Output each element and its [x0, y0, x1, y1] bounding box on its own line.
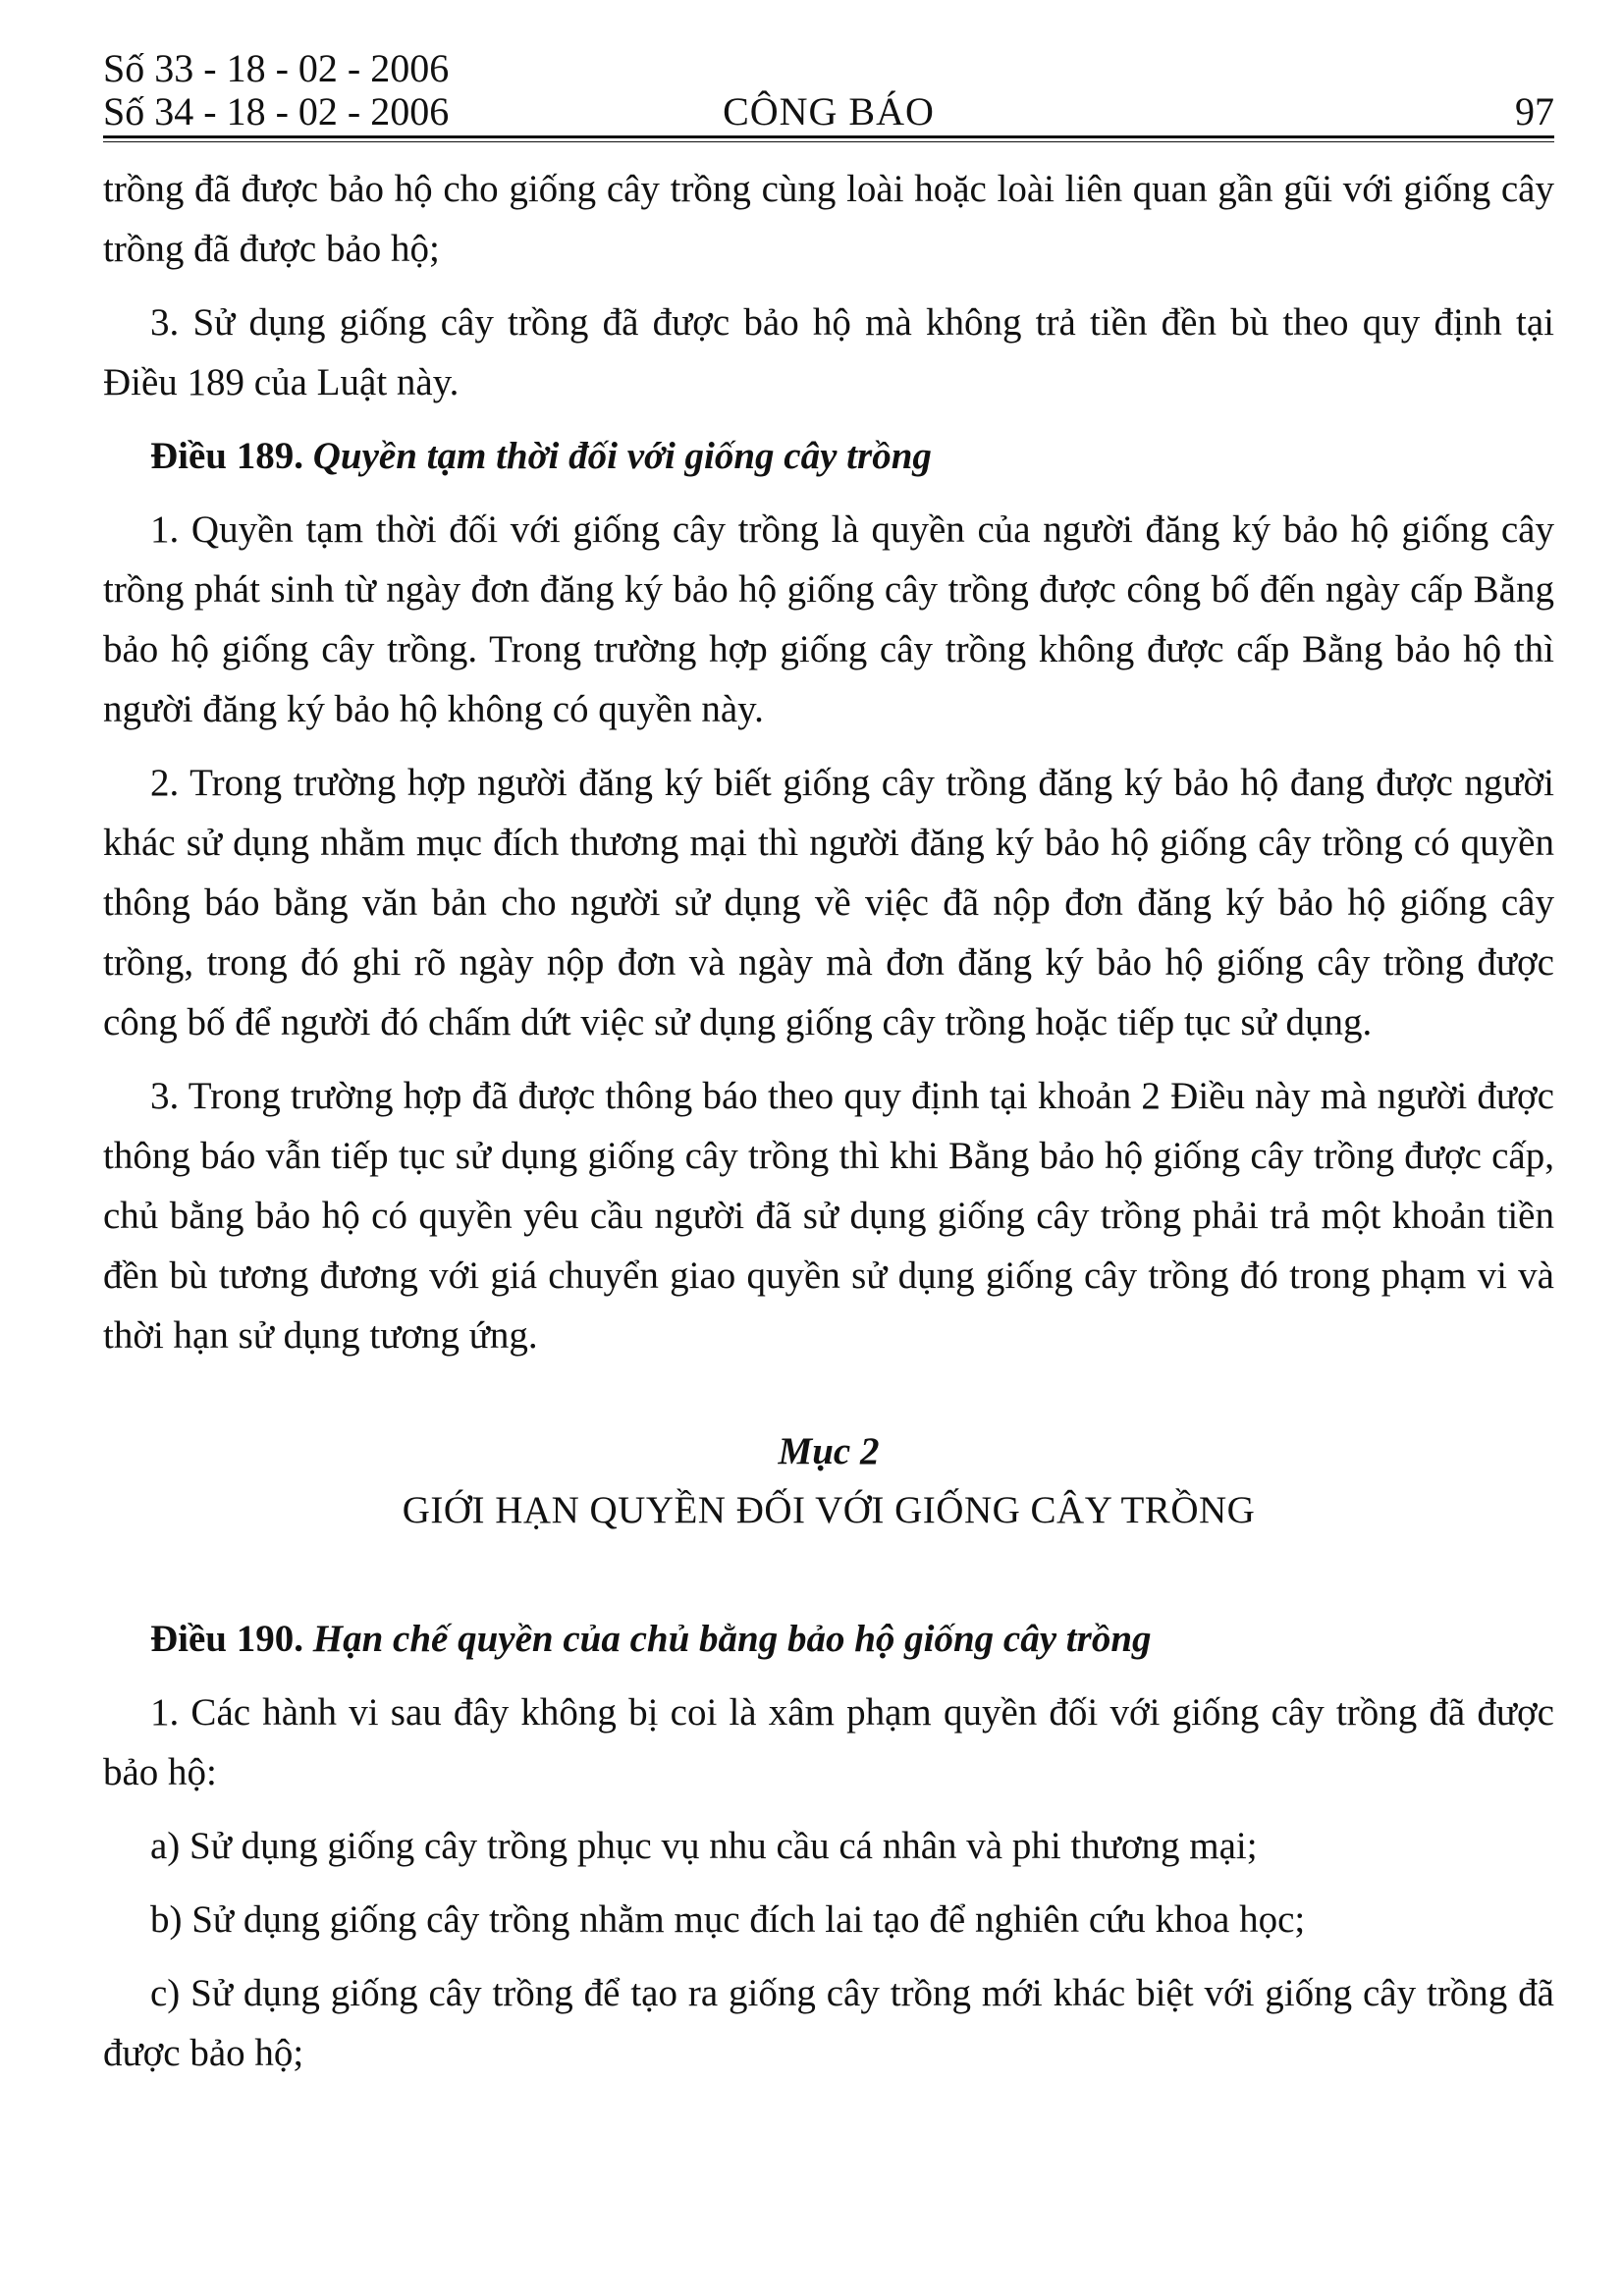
article-189-clause-2: 2. Trong trường hợp người đăng ký biết giống cây trồng đăng ký bảo hộ đang được người khác sử dụng nhằm mục đích thương mại thì người đăng ký bảo hộ giống cây trồng có quyền thông báo bằng văn bản cho người sử dụng về việc đã nộp đơn đăng ký bảo hộ giống cây trồng, trong đó ghi rõ ngày nộp đơn và ngày mà đơn đăng ký bảo hộ giống cây trồng được công bố để người đó chấm dứt việc sử dụng giống cây trồng hoặc tiếp tục sử dụng. [103, 762, 1554, 1043]
issue-line-2: Số 34 - 18 - 02 - 2006 [103, 89, 450, 133]
page-header [103, 39, 1554, 137]
issue-line-1: Số 33 - 18 - 02 - 2006 [103, 46, 450, 90]
article-title: Quyền tạm thời đối với giống cây trồng [312, 435, 932, 477]
section-heading [103, 1422, 1554, 1540]
article-190-heading [103, 1609, 1554, 1669]
article-190-clause-1: 1. Các hành vi sau đây không bị coi là xâm phạm quyền đối với giống cây trồng đã được bảo hộ: [103, 1691, 1554, 1793]
continuation-paragraph: trồng đã được bảo hộ cho giống cây trồng cùng loài hoặc loài liên quan gần gũi với giống cây trồng đã được bảo hộ; [103, 168, 1554, 270]
section-label: Mục 2 [778, 1430, 880, 1472]
article-title: Hạn chế quyền của chủ bằng bảo hộ giống cây trồng [312, 1618, 1152, 1660]
clause-paragraph: 3. Sử dụng giống cây trồng đã được bảo hộ mà không trả tiền đền bù theo quy định tại Điều 189 của Luật này. [103, 301, 1554, 403]
article-189-clause-1: 1. Quyền tạm thời đối với giống cây trồng là quyền của người đăng ký bảo hộ giống cây trồng phát sinh từ ngày đơn đăng ký bảo hộ giống cây trồng được công bố đến ngày cấp Bằng bảo hộ giống cây trồng. Trong trường hợp giống cây trồng không được cấp Bằng bảo hộ thì người đăng ký bảo hộ không có quyền này. [103, 508, 1554, 730]
article-189-clause-3: 3. Trong trường hợp đã được thông báo theo quy định tại khoản 2 Điều này mà người được thông báo vẫn tiếp tục sử dụng giống cây trồng thì khi Bằng bảo hộ giống cây trồng được cấp, chủ bằng bảo hộ có quyền yêu cầu người đã sử dụng giống cây trồng phải trả một khoản tiền đền bù tương đương với giá chuyển giao quyền sử dụng giống cây trồng đó trong phạm vi và thời hạn sử dụng tương ứng. [103, 1075, 1554, 1357]
list-item-c: c) Sử dụng giống cây trồng để tạo ra giống cây trồng mới khác biệt với giống cây trồng đã được bảo hộ; [103, 1972, 1554, 2074]
section-title: GIỚI HẠN QUYỀN ĐỐI VỚI GIỐNG CÂY TRỒNG [402, 1489, 1256, 1531]
publication-title: CÔNG BÁO [723, 89, 935, 133]
document-page [103, 39, 1554, 2097]
header-divider [103, 135, 1554, 142]
article-number: Điều 190. [150, 1618, 303, 1660]
list-item-b: b) Sử dụng giống cây trồng nhằm mục đích lai tạo để nghiên cứu khoa học; [150, 1898, 1306, 1941]
article-189-heading [103, 426, 1554, 486]
list-item-a: a) Sử dụng giống cây trồng phục vụ nhu cầu cá nhân và phi thương mại; [150, 1825, 1258, 1867]
article-number: Điều 189. [150, 435, 303, 477]
document-body [103, 159, 1554, 2083]
page-number: 97 [1515, 89, 1554, 133]
